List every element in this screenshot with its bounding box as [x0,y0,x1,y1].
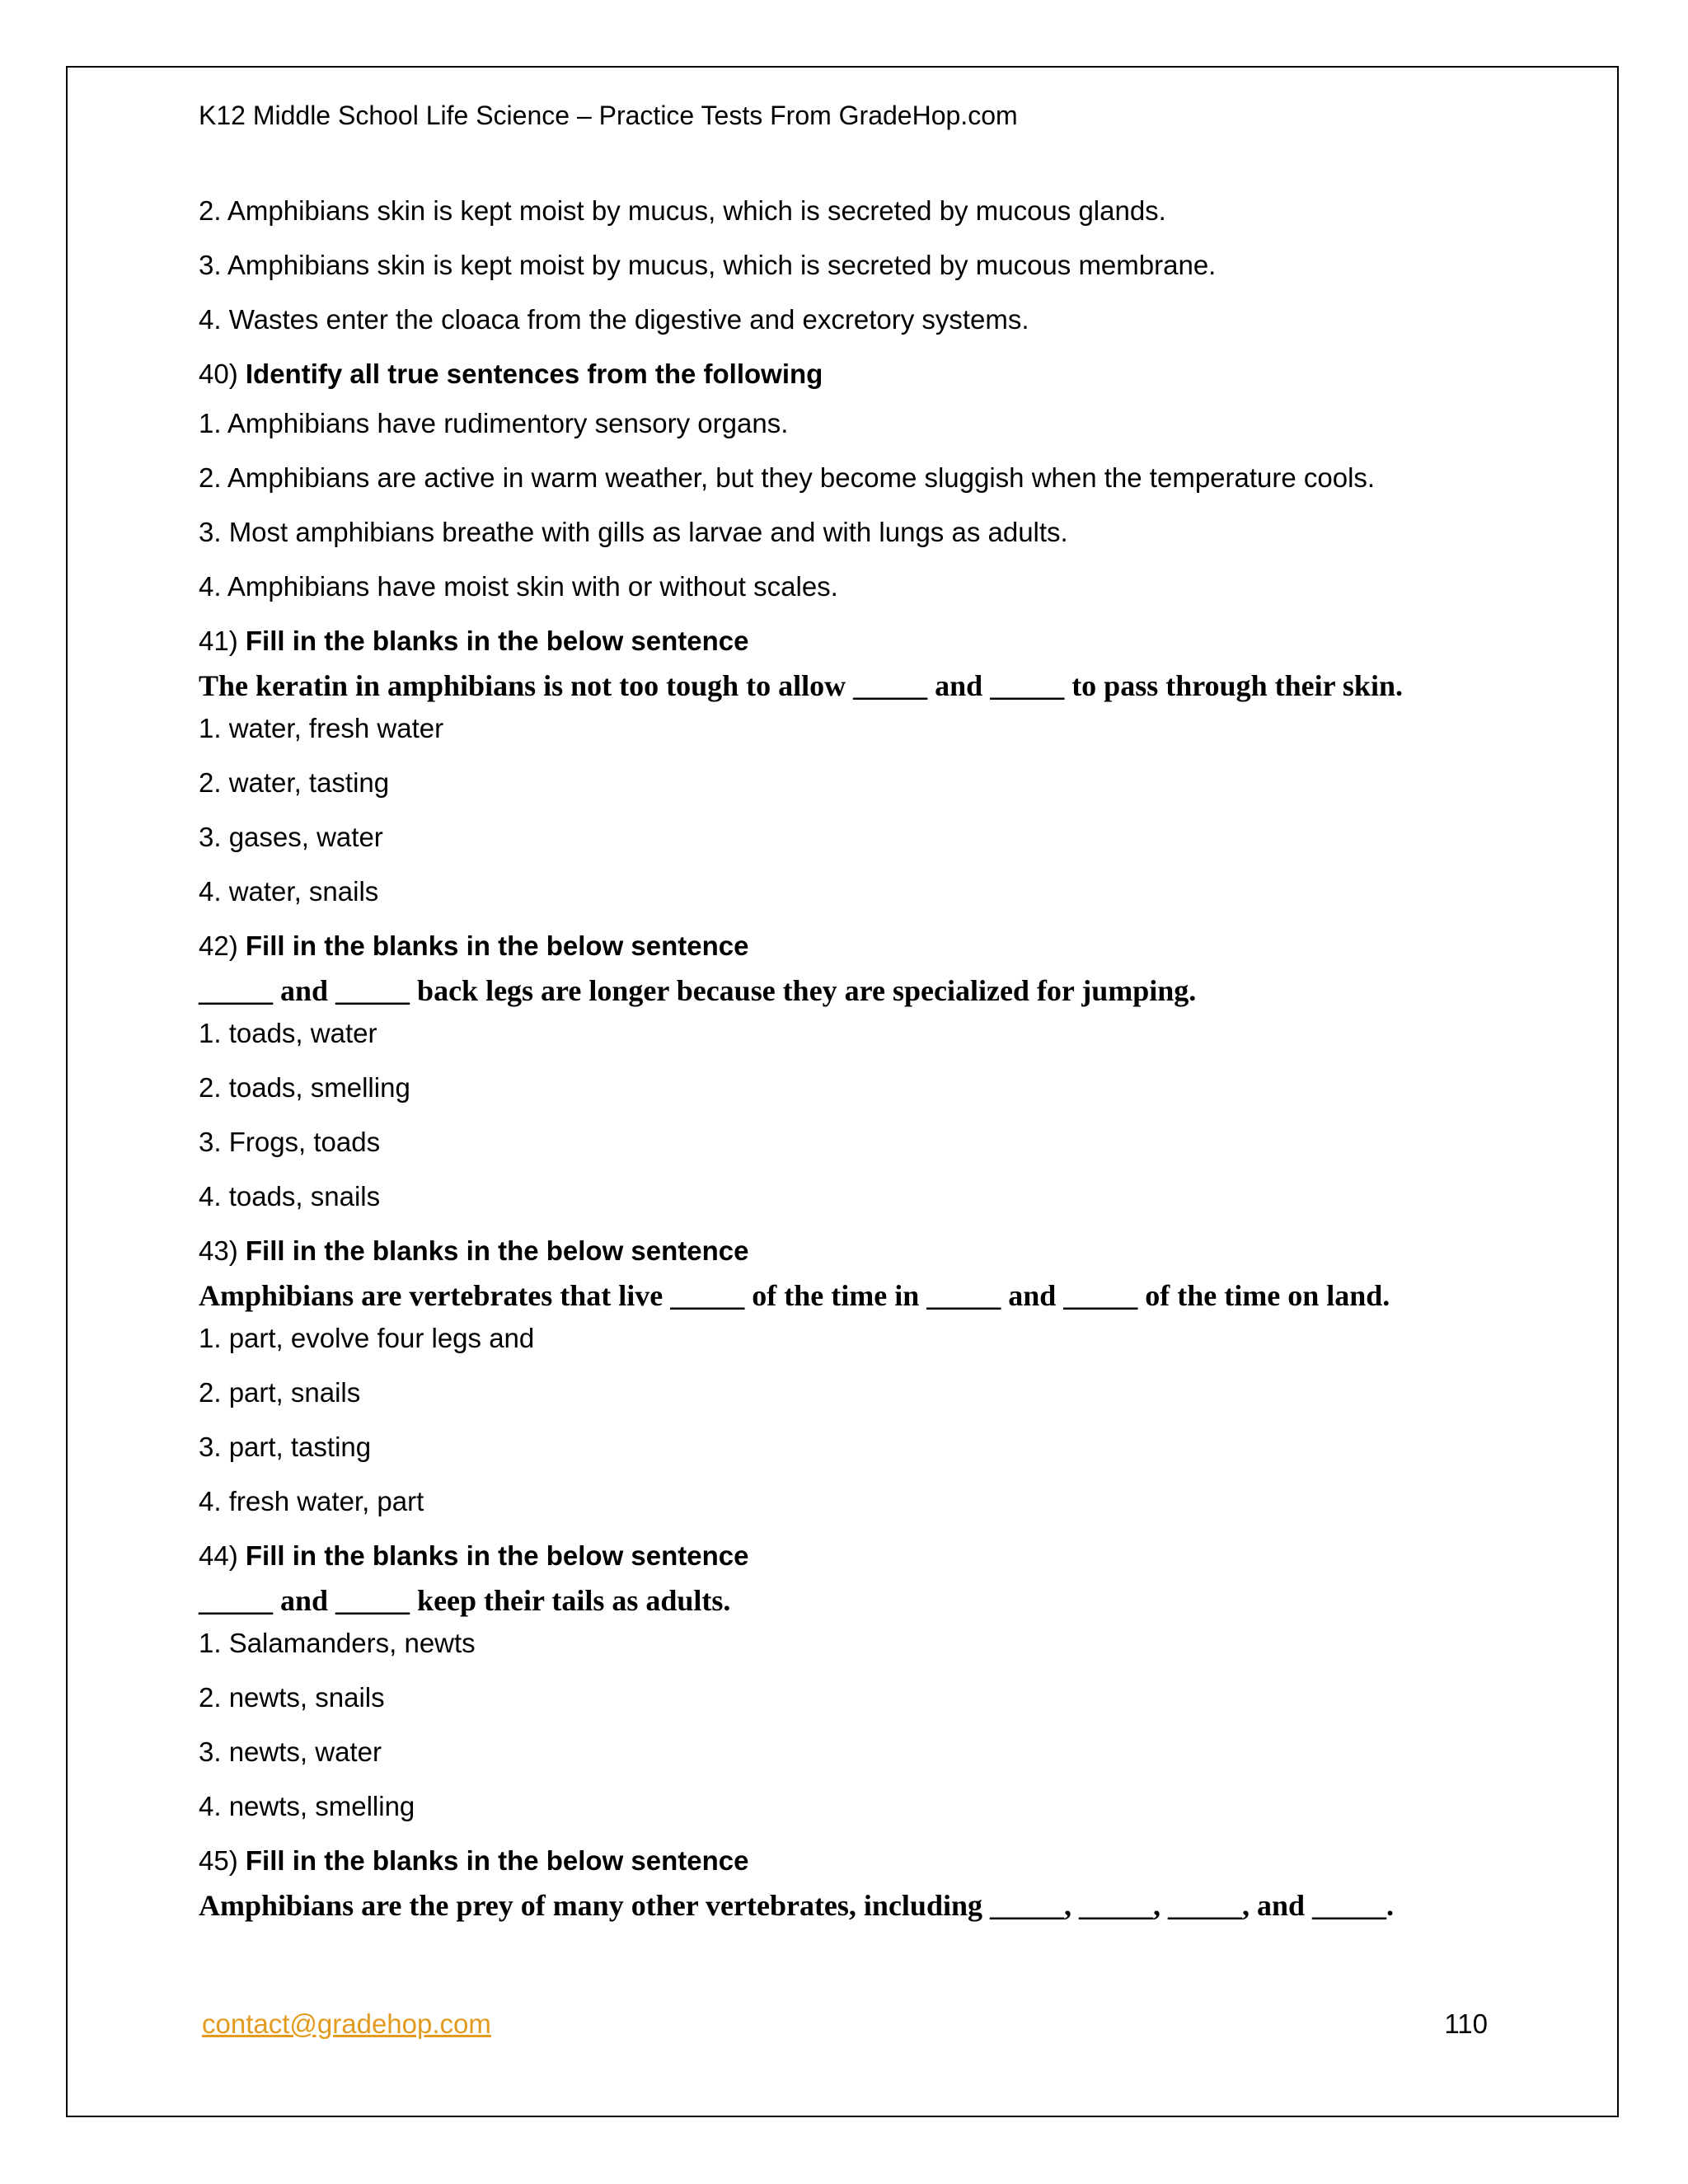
page-content [199,96,1534,1929]
question-heading [199,621,1534,661]
question-40 [199,354,1534,607]
question-number: 41) [199,626,238,656]
option-line: 4. water, snails [199,876,379,907]
page-footer [202,2004,1488,2044]
option-line: 4. Wastes enter the cloaca from the digestive and excretory systems. [199,304,1029,335]
question-title: Fill in the blanks in the below sentence [245,930,749,961]
contact-email-link[interactable]: contact@gradehop.com [202,2008,491,2039]
question-sentence: _____ and _____ back legs are longer because they are specialized for jumping. [199,974,1197,1007]
option-line: 4. Amphibians have moist skin with or without scales. [199,571,838,602]
option-line: 3. newts, water [199,1736,382,1767]
option-line: 1. Amphibians have rudimentory sensory organs. [199,408,789,438]
question-number: 45) [199,1845,238,1876]
question-number: 40) [199,359,238,389]
page-header: K12 Middle School Life Science – Practice Tests From GradeHop.com [199,101,1018,130]
question-heading [199,1536,1534,1576]
option-line: 3. Frogs, toads [199,1127,381,1157]
question-heading [199,1231,1534,1271]
question-42 [199,926,1534,1216]
option-line: 1. Salamanders, newts [199,1628,476,1658]
question-number: 43) [199,1235,238,1266]
option-line: 1. part, evolve four legs and [199,1323,535,1353]
question-sentence: _____ and _____ keep their tails as adults. [199,1584,731,1617]
option-line: 2. toads, smelling [199,1072,410,1103]
option-line: 3. Amphibians skin is kept moist by mucus, which is secreted by mucous membrane. [199,250,1217,280]
option-line: 2. part, snails [199,1377,361,1408]
option-line: 2. newts, snails [199,1682,385,1713]
option-line: 1. toads, water [199,1018,377,1048]
option-line: 2. Amphibians are active in warm weather, but they become sluggish when the temperature cools. [199,462,1376,493]
question-title: Fill in the blanks in the below sentence [245,626,749,656]
question-title: Fill in the blanks in the below sentence [245,1845,749,1876]
question-44 [199,1536,1534,1826]
option-line: 1. water, fresh water [199,713,444,743]
question-heading [199,354,1534,394]
option-line: 2. Amphibians skin is kept moist by mucus, which is secreted by mucous glands. [199,195,1166,226]
question-sentence: Amphibians are the prey of many other vertebrates, including _____, _____, _____, and _____. [199,1889,1395,1922]
option-line: 2. water, tasting [199,767,390,798]
question-45 [199,1841,1534,1925]
question-number: 44) [199,1540,238,1571]
option-line: 4. fresh water, part [199,1486,424,1516]
question-heading [199,1841,1534,1881]
question-number: 42) [199,930,238,961]
option-line: 3. Most amphibians breathe with gills as larvae and with lungs as adults. [199,517,1068,547]
option-line: 3. gases, water [199,822,383,852]
question-heading [199,926,1534,966]
option-line: 4. toads, snails [199,1181,381,1212]
page-number: 110 [1444,2008,1488,2039]
question-title: Fill in the blanks in the below sentence [245,1540,749,1571]
option-line: 3. part, tasting [199,1432,372,1462]
question-41 [199,621,1534,912]
option-line: 4. newts, smelling [199,1791,415,1821]
question-43 [199,1231,1534,1521]
question-title: Identify all true sentences from the following [245,359,823,389]
question-title: Fill in the blanks in the below sentence [245,1235,749,1266]
question-sentence: The keratin in amphibians is not too tough to allow _____ and _____ to pass through their skin. [199,669,1403,702]
question-sentence: Amphibians are vertebrates that live _____ of the time in _____ and _____ of the time on land. [199,1279,1390,1312]
continued-options [199,191,1534,340]
